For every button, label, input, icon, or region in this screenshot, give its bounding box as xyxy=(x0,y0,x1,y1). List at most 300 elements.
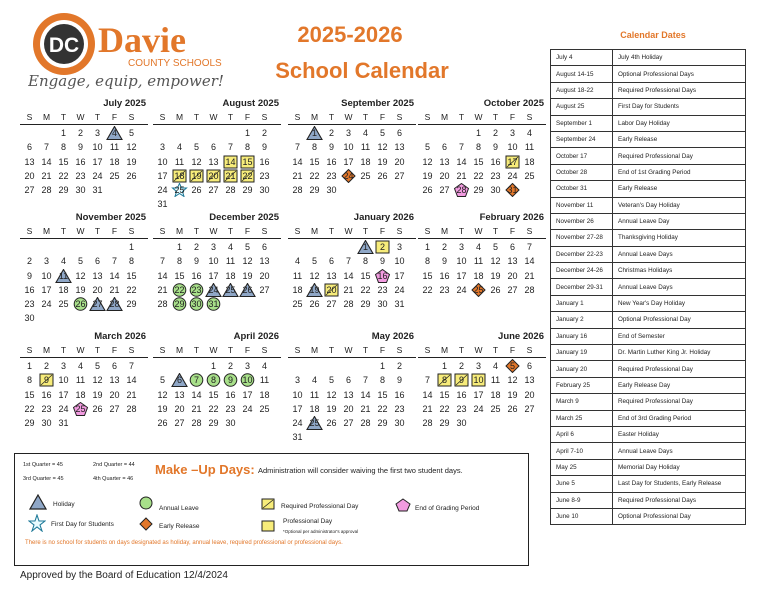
weekday-header: S xyxy=(526,345,533,355)
weekday-header: W xyxy=(209,112,218,122)
day-cell: 1 xyxy=(26,361,32,372)
day-cell: 7 xyxy=(526,242,532,253)
day-cell: 29 xyxy=(377,418,388,428)
month-march-2026 xyxy=(20,330,148,430)
day-cell: 11 xyxy=(109,142,120,153)
day-cell: 17 xyxy=(58,389,69,400)
day-cell: 24 xyxy=(157,185,168,195)
weekday-divider xyxy=(20,238,148,239)
date-cell: November 27-28 xyxy=(551,230,613,246)
day-cell: 8 xyxy=(128,256,134,267)
date-cell: December 29-31 xyxy=(551,279,613,295)
day-cell: 30 xyxy=(456,418,467,428)
month-name: November 2025 xyxy=(75,212,146,223)
day-cell: 11 xyxy=(259,375,270,386)
day-cell: 12 xyxy=(157,389,168,400)
day-cell: 15 xyxy=(58,156,69,167)
weekday-header: W xyxy=(76,226,85,236)
day-cell: 25 xyxy=(524,170,535,181)
weekday-header: M xyxy=(175,112,184,122)
day-cell: 16 xyxy=(490,156,501,167)
weekday-divider xyxy=(153,124,281,125)
calendar-date-row xyxy=(551,426,746,442)
calendar-date-row xyxy=(551,279,746,295)
day-cell: 14 xyxy=(126,375,137,386)
date-cell: November 11 xyxy=(551,197,613,213)
weekday-header: W xyxy=(474,112,483,122)
weekday-header: S xyxy=(424,345,431,355)
day-cell: 1 xyxy=(244,128,250,139)
weekday-header: S xyxy=(128,226,135,236)
legend-professional-note: *Optional per administrator's approval xyxy=(283,529,359,534)
day-cell: 14 xyxy=(343,270,354,281)
day-cell: 21 xyxy=(109,284,120,295)
day-cell: 11 xyxy=(174,156,185,167)
legend-grading: End of Grading Period xyxy=(415,505,480,512)
event-cell: Optional Professional Day xyxy=(613,312,746,328)
month-grid xyxy=(153,110,281,211)
day-cell: 3 xyxy=(60,361,66,372)
calendar-date-row xyxy=(551,50,746,66)
month-name: September 2025 xyxy=(341,98,414,109)
calendar-date-row xyxy=(551,263,746,279)
day-cell: 7 xyxy=(159,256,165,267)
day-cell: 19 xyxy=(242,270,253,281)
day-cell: 24 xyxy=(340,169,357,183)
weekday-header: F xyxy=(509,112,516,122)
day-cell: 14 xyxy=(191,389,202,400)
weekday-header: M xyxy=(310,226,319,236)
date-cell: January 2 xyxy=(551,312,613,328)
weekday-header: S xyxy=(526,112,533,122)
day-cell: 27 xyxy=(208,185,219,195)
day-cell: 24 xyxy=(473,403,484,414)
weekday-header: S xyxy=(294,345,301,355)
calendar-date-row xyxy=(551,148,746,164)
day-cell: 13 xyxy=(92,270,103,281)
day-cell: 6 xyxy=(396,128,402,139)
day-cell: 23 xyxy=(326,170,337,181)
day-cell: 13 xyxy=(24,156,35,167)
day-cell: 9 xyxy=(328,142,334,153)
approval-note: Approved by the Board of Education 12/4/2024 xyxy=(20,570,228,581)
day-cell: 18 xyxy=(473,270,484,281)
day-cell: 31 xyxy=(394,299,405,309)
day-cell: 3 xyxy=(509,128,515,139)
day-cell: 5 xyxy=(492,242,498,253)
day-cell: 26 xyxy=(326,418,337,428)
day-cell: 27 xyxy=(109,403,120,414)
day-cell: 24 xyxy=(92,170,103,181)
day-cell: 3 xyxy=(475,361,481,372)
day-cell: 30 xyxy=(490,185,501,195)
event-cell: Last Day for Students, Early Release xyxy=(613,476,746,492)
day-cell: 7 xyxy=(111,256,117,267)
calendar-date-row xyxy=(551,82,746,98)
month-name: March 2026 xyxy=(94,331,146,342)
day-cell: 3 xyxy=(345,128,351,139)
date-cell: May 25 xyxy=(551,459,613,475)
month-december-2025 xyxy=(153,211,281,311)
day-cell: 31 xyxy=(157,199,168,210)
day-cell: 25 xyxy=(360,170,371,181)
weekday-header: T xyxy=(227,226,234,236)
day-cell: 12 xyxy=(92,375,103,386)
day-cell: 18 xyxy=(109,156,120,167)
month-grid xyxy=(418,224,546,297)
day-cell: 11 xyxy=(490,375,501,386)
logo-initials: DC xyxy=(48,34,80,57)
weekday-header: M xyxy=(440,345,449,355)
day-cell: 25 xyxy=(306,416,323,430)
day-cell: 13 xyxy=(343,389,354,400)
day-cell: 10 xyxy=(208,256,219,267)
calendar-date-row xyxy=(551,459,746,475)
weekday-header: F xyxy=(244,112,251,122)
month-september-2025 xyxy=(288,97,416,197)
day-cell: 19 xyxy=(306,283,323,297)
event-cell: New Year's Day Holiday xyxy=(613,295,746,311)
month-october-2025 xyxy=(418,97,546,197)
day-cell: 27 xyxy=(259,284,270,295)
weekday-header: M xyxy=(175,345,184,355)
weekday-header: S xyxy=(26,345,33,355)
day-cell: 14 xyxy=(109,270,120,281)
day-cell: 25 xyxy=(58,299,69,309)
day-cell: 21 xyxy=(456,170,467,181)
day-cell: 2 xyxy=(492,128,498,139)
day-cell: 17 xyxy=(208,270,219,281)
day-cell: 19 xyxy=(377,156,388,167)
weekday-header: S xyxy=(26,112,33,122)
day-cell: 26 xyxy=(507,403,518,414)
day-cell: 18 xyxy=(524,156,535,167)
day-cell: 18 xyxy=(259,389,270,400)
month-name: April 2026 xyxy=(233,331,279,342)
day-cell: 4 xyxy=(294,256,300,267)
weekday-header: T xyxy=(193,345,200,355)
day-cell: 9 xyxy=(222,373,239,387)
day-cell: 12 xyxy=(490,256,501,267)
day-cell: 16 xyxy=(439,270,450,281)
holiday-triangle-icon xyxy=(29,494,47,510)
weekday-header: T xyxy=(492,226,499,236)
day-cell: 7 xyxy=(227,142,233,153)
makeup-title: Make –Up Days: xyxy=(155,462,255,477)
date-cell: September 1 xyxy=(551,115,613,131)
day-cell: 2 xyxy=(328,128,334,139)
day-cell: 20 xyxy=(259,270,270,281)
calendar-date-row xyxy=(551,394,746,410)
weekday-divider xyxy=(288,357,416,358)
day-cell: 2 xyxy=(261,128,267,139)
weekday-header: F xyxy=(244,226,251,236)
day-cell: 23 xyxy=(456,403,467,414)
weekday-header: F xyxy=(111,345,118,355)
day-cell: 10 xyxy=(456,256,467,267)
day-cell: 5 xyxy=(504,359,521,373)
month-grid xyxy=(20,224,148,325)
day-cell: 16 xyxy=(456,389,467,400)
day-cell: 21 xyxy=(422,403,433,414)
day-cell: 20 xyxy=(343,403,354,414)
professional-day-square-icon xyxy=(261,520,275,532)
legend-professional: Professional Day xyxy=(283,518,333,525)
day-cell: 18 xyxy=(490,389,501,400)
day-cell: 3 xyxy=(210,242,216,253)
weekday-header: T xyxy=(362,345,369,355)
day-cell: 28 xyxy=(126,403,137,414)
calendar-date-row xyxy=(551,246,746,262)
day-cell: 20 xyxy=(524,389,535,400)
day-cell: 13 xyxy=(524,375,535,386)
day-cell: 18 xyxy=(360,156,371,167)
day-cell: 30 xyxy=(75,185,86,195)
day-cell: 17 xyxy=(456,270,467,281)
day-cell: 15 xyxy=(439,389,450,400)
day-cell: 22 xyxy=(439,403,450,414)
day-cell: 11 xyxy=(225,256,236,267)
day-cell: 13 xyxy=(507,256,518,267)
day-cell: 22 xyxy=(126,284,137,295)
event-cell: End of 3rd Grading Period xyxy=(613,410,746,426)
day-cell: 2 xyxy=(374,240,391,254)
day-cell: 23 xyxy=(259,170,270,181)
date-cell: October 31 xyxy=(551,181,613,197)
day-cell: 5 xyxy=(193,142,199,153)
day-cell: 14 xyxy=(292,156,303,167)
day-cell: 29 xyxy=(24,418,35,428)
day-cell: 6 xyxy=(171,373,188,387)
event-cell: Early Release Day xyxy=(613,377,746,393)
weekday-header: T xyxy=(60,345,67,355)
logo-name: Davie xyxy=(98,20,186,60)
day-cell: 17 xyxy=(394,270,405,281)
day-cell: 11 xyxy=(55,269,72,283)
weekday-header: F xyxy=(509,345,516,355)
day-cell: 18 xyxy=(75,389,86,400)
weekday-header: S xyxy=(396,226,403,236)
month-name: January 2026 xyxy=(353,212,414,223)
day-cell: 22 xyxy=(309,170,320,181)
day-cell: 4 xyxy=(475,242,481,253)
calendar-date-row xyxy=(551,99,746,115)
day-cell: 7 xyxy=(294,142,300,153)
weekday-header: S xyxy=(294,226,301,236)
day-cell: 21 xyxy=(126,389,137,400)
weekday-header: M xyxy=(42,226,51,236)
day-cell: 22 xyxy=(58,170,69,181)
day-cell: 5 xyxy=(77,256,83,267)
date-cell: August 14-15 xyxy=(551,66,613,82)
weekday-header: T xyxy=(227,112,234,122)
day-cell: 20 xyxy=(323,283,340,297)
month-february-2026 xyxy=(418,211,546,297)
event-cell: Memorial Day Holiday xyxy=(613,459,746,475)
month-grid xyxy=(153,343,281,430)
day-cell: 15 xyxy=(174,270,185,281)
day-cell: 30 xyxy=(188,297,205,311)
day-cell: 30 xyxy=(377,299,388,309)
day-cell: 7 xyxy=(458,142,464,153)
early-release-diamond-icon xyxy=(139,517,153,531)
day-cell: 20 xyxy=(174,403,185,414)
day-cell: 9 xyxy=(77,142,83,153)
month-name: October 2025 xyxy=(483,98,544,109)
weekday-header: W xyxy=(344,345,353,355)
day-cell: 24 xyxy=(292,418,303,428)
day-cell: 2 xyxy=(227,361,233,372)
day-cell: 20 xyxy=(109,389,120,400)
weekday-divider xyxy=(418,238,546,239)
date-cell: July 4 xyxy=(551,50,613,66)
quarter-1-count: 1st Quarter = 45 xyxy=(23,462,63,468)
month-january-2026 xyxy=(288,211,416,311)
day-cell: 4 xyxy=(311,375,317,386)
day-cell: 15 xyxy=(422,270,433,281)
day-cell: 25 xyxy=(72,402,89,416)
month-grid xyxy=(418,343,546,430)
day-cell: 23 xyxy=(377,284,388,295)
event-cell: Early Release xyxy=(613,131,746,147)
event-cell: Optional Professional Days xyxy=(613,66,746,82)
weekday-header: T xyxy=(60,112,67,122)
weekday-header: W xyxy=(76,112,85,122)
date-cell: June 5 xyxy=(551,476,613,492)
day-cell: 26 xyxy=(72,297,89,311)
day-cell: 12 xyxy=(191,156,202,167)
day-cell: 7 xyxy=(362,375,368,386)
day-cell: 9 xyxy=(396,375,402,386)
day-cell: 24 xyxy=(41,299,52,309)
weekday-header: F xyxy=(111,226,118,236)
day-cell: 28 xyxy=(524,284,535,295)
date-cell: June 8-9 xyxy=(551,492,613,508)
day-cell: 30 xyxy=(225,418,236,428)
weekday-header: S xyxy=(159,112,166,122)
first-day-star-icon xyxy=(28,514,46,532)
day-cell: 1 xyxy=(424,242,430,253)
month-june-2026 xyxy=(418,330,546,430)
day-cell: 28 xyxy=(225,185,236,195)
weekday-divider xyxy=(153,357,281,358)
weekday-header: S xyxy=(526,226,533,236)
day-cell: 13 xyxy=(208,156,219,167)
day-cell: 18 xyxy=(292,284,303,295)
day-cell: 18 xyxy=(171,169,188,183)
month-name: July 2025 xyxy=(103,98,146,109)
day-cell: 12 xyxy=(326,389,337,400)
day-cell: 18 xyxy=(309,403,320,414)
day-cell: 22 xyxy=(171,283,188,297)
calendar-date-row xyxy=(551,508,746,524)
day-cell: 23 xyxy=(24,299,35,309)
day-cell: 26 xyxy=(309,299,320,309)
day-cell: 31 xyxy=(504,183,521,197)
date-cell: August 18-22 xyxy=(551,82,613,98)
calendar-date-row xyxy=(551,115,746,131)
weekday-header: M xyxy=(440,112,449,122)
day-cell: 3 xyxy=(43,256,49,267)
month-name: June 2026 xyxy=(498,331,544,342)
day-cell: 16 xyxy=(75,156,86,167)
calendar-date-row xyxy=(551,328,746,344)
date-cell: December 24-26 xyxy=(551,263,613,279)
date-cell: April 7-10 xyxy=(551,443,613,459)
event-cell: Annual Leave Days xyxy=(613,443,746,459)
day-cell: 1 xyxy=(379,361,385,372)
day-cell: 28 xyxy=(41,185,52,195)
legend-holiday: Holiday xyxy=(53,501,75,508)
day-cell: 9 xyxy=(26,270,32,281)
event-cell: Christmas Holidays xyxy=(613,263,746,279)
day-cell: 19 xyxy=(75,284,86,295)
weekday-header: F xyxy=(509,226,516,236)
date-cell: January 1 xyxy=(551,295,613,311)
day-cell: 19 xyxy=(188,169,205,183)
month-grid xyxy=(153,224,281,311)
day-cell: 14 xyxy=(360,389,371,400)
weekday-header: S xyxy=(424,112,431,122)
day-cell: 2 xyxy=(396,361,402,372)
event-cell: Required Professional Day xyxy=(613,361,746,377)
weekday-header: M xyxy=(310,345,319,355)
weekday-header: S xyxy=(396,112,403,122)
day-cell: 20 xyxy=(92,284,103,295)
day-cell: 11 xyxy=(360,142,371,153)
day-cell: 29 xyxy=(58,185,69,195)
day-cell: 6 xyxy=(94,256,100,267)
calendar-date-row xyxy=(551,443,746,459)
day-cell: 17 xyxy=(473,389,484,400)
month-name: August 2025 xyxy=(222,98,279,109)
weekday-header: W xyxy=(474,345,483,355)
weekday-divider xyxy=(288,238,416,239)
calendar-date-row xyxy=(551,295,746,311)
day-cell: 18 xyxy=(58,284,69,295)
day-cell: 8 xyxy=(379,375,385,386)
calendar-date-row xyxy=(551,213,746,229)
day-cell: 16 xyxy=(24,284,35,295)
day-cell: 29 xyxy=(208,418,219,428)
day-cell: 24 xyxy=(507,170,518,181)
day-cell: 16 xyxy=(191,270,202,281)
day-cell: 3 xyxy=(396,242,402,253)
day-cell: 28 xyxy=(453,183,470,197)
day-cell: 20 xyxy=(205,169,222,183)
day-cell: 15 xyxy=(24,389,35,400)
day-cell: 12 xyxy=(126,142,137,153)
calendar-date-row xyxy=(551,345,746,361)
calendar-dates-title: Calendar Dates xyxy=(620,30,686,40)
date-cell: January 20 xyxy=(551,361,613,377)
weekday-header: T xyxy=(362,226,369,236)
weekday-header: W xyxy=(209,226,218,236)
date-cell: September 24 xyxy=(551,131,613,147)
day-cell: 27 xyxy=(24,185,35,195)
month-name: February 2026 xyxy=(479,212,544,223)
day-cell: 25 xyxy=(171,183,188,197)
day-cell: 4 xyxy=(77,361,83,372)
event-cell: Labor Day Holiday xyxy=(613,115,746,131)
day-cell: 15 xyxy=(126,270,137,281)
weekday-header: T xyxy=(94,112,101,122)
day-cell: 3 xyxy=(244,361,250,372)
month-august-2025 xyxy=(153,97,281,211)
day-cell: 8 xyxy=(362,256,368,267)
event-cell: End of 1st Grading Period xyxy=(613,164,746,180)
day-cell: 8 xyxy=(26,375,32,386)
